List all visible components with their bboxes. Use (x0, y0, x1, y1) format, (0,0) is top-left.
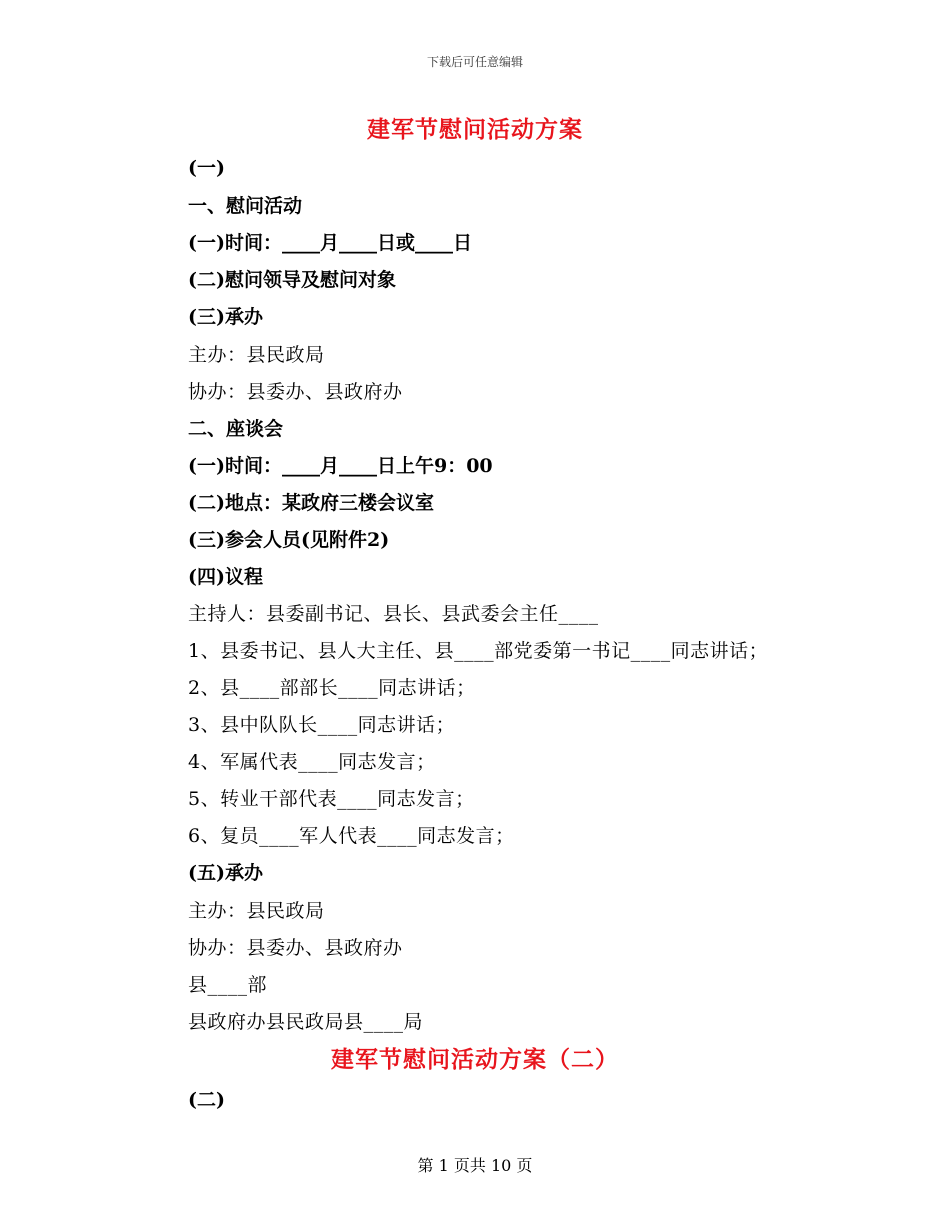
host-text: 主办：县民政局 (188, 344, 325, 366)
item-organizer-heading-2: (五)承办 (188, 862, 263, 884)
item-leaders-and-recipients: (二)慰问领导及慰问对象 (188, 269, 396, 291)
document-title-second: 建军节慰问活动方案（二） (331, 1046, 619, 1073)
document-title: 建军节慰问活动方案 (367, 116, 583, 143)
section-label-two: (二) (188, 1089, 225, 1111)
heading-condolence-activity: 一、慰问活动 (188, 195, 303, 217)
host-text-2: 主办：县民政局 (188, 900, 325, 922)
item-location: (二)地点：某政府三楼会议室 (188, 492, 434, 514)
agenda-item-4: 4、军属代表____同志发言； (188, 751, 436, 773)
item-symposium-time: (一)时间：____月____日上午9：00 (188, 455, 493, 477)
page-number-footer: 第 1 页共 10 页 (417, 1156, 533, 1175)
item-agenda-heading: (四)议程 (188, 566, 263, 588)
signing-offices-text: 县政府办县民政局县____局 (188, 1011, 424, 1033)
agenda-item-1: 1、县委书记、县人大主任、县____部党委第一书记____同志讲话； (188, 640, 769, 662)
item-attendees: (三)参会人员(见附件2) (188, 529, 390, 551)
item-organizer-heading: (三)承办 (188, 306, 263, 328)
agenda-item-5: 5、转业干部代表____同志发言； (188, 788, 475, 810)
moderator-text: 主持人：县委副书记、县长、县武委会主任____ (188, 603, 599, 625)
section-label-one: (一) (188, 157, 225, 179)
co-host-text-2: 协办：县委办、县政府办 (188, 937, 403, 959)
agenda-item-3: 3、县中队队长____同志讲话； (188, 714, 456, 736)
agenda-item-2: 2、县____部部长____同志讲话； (188, 677, 476, 699)
heading-symposium: 二、座谈会 (188, 418, 284, 440)
page-header-note: 下载后可任意编辑 (426, 55, 523, 69)
agenda-item-6: 6、复员____军人代表____同志发言； (188, 825, 515, 847)
co-host-text: 协办：县委办、县政府办 (188, 381, 403, 403)
item-time: (一)时间：____月____日或____日 (188, 232, 472, 254)
county-department-text: 县____部 (188, 974, 268, 996)
